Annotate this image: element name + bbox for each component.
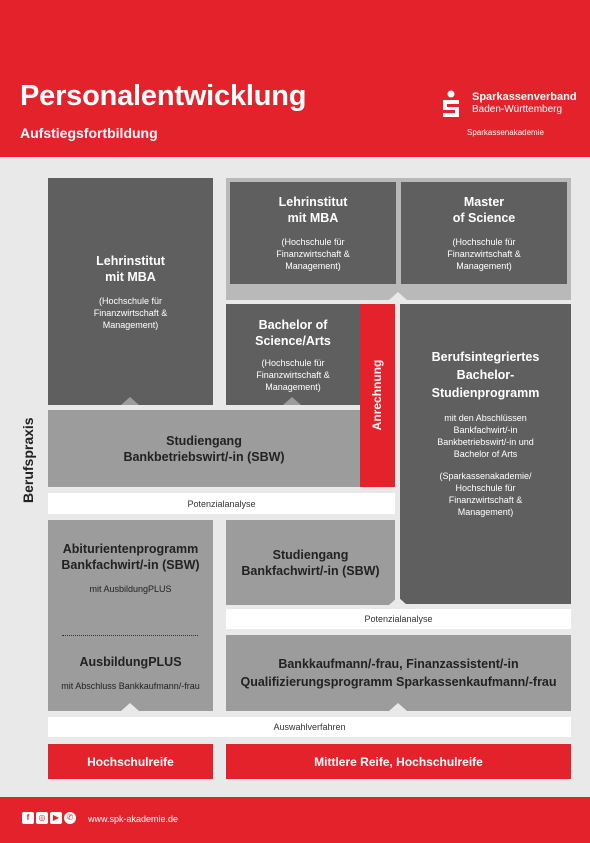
box-title: Lehrinstitut mit MBA — [278, 195, 348, 225]
box-berufsintegriertes-bachelor — [400, 304, 571, 604]
whatsapp-icon[interactable]: ✆ — [64, 812, 76, 824]
box-master-of-science — [401, 182, 567, 284]
arrow-up-marker — [389, 703, 407, 711]
youtube-icon[interactable]: ▶ — [50, 812, 62, 824]
arrow-up-marker — [389, 292, 407, 300]
anrechnung-label: Anrechnung — [370, 359, 384, 431]
box-note: (Sparkassenakademie/ Hochschule für Finanzwirtschaft & Management) — [439, 471, 532, 517]
box-title: AusbildungPLUS — [79, 654, 182, 669]
bar-auswahlverfahren: Auswahlverfahren — [48, 717, 571, 737]
box-title: Studiengang Bankbetriebswirt/-in (SBW) — [123, 433, 285, 464]
instagram-icon[interactable]: ◎ — [36, 812, 48, 824]
bar-hochschulreife: Hochschulreife — [48, 744, 213, 779]
footer — [0, 797, 590, 843]
box-subtitle: (Hochschule für Finanzwirtschaft & Management) — [276, 237, 350, 271]
side-label-berufspraxis: Berufspraxis — [20, 417, 36, 503]
box-subtitle: (Hochschule für Finanzwirtschaft & Management) — [93, 295, 168, 330]
box-title: Bachelor of Science/Arts — [255, 317, 331, 348]
box-subtitle: mit Abschluss Bankkaufmann/-frau — [61, 680, 200, 691]
logo-org-line3: Sparkassenakademie — [467, 128, 544, 137]
box-lehrinstitut-left — [48, 178, 213, 405]
box-bachelor-science-arts — [226, 304, 360, 405]
box-subtitle: mit den Abschlüssen Bankfachwirt/-in Bankbetriebswirt/-in und Bachelor of Arts — [437, 413, 534, 459]
box-subtitle: (Hochschule für Finanzwirtschaft & Management) — [447, 237, 521, 271]
bar-potenzialanalyse-2: Potenzialanalyse — [226, 609, 571, 629]
bar-mittlere-reife: Mittlere Reife, Hochschulreife — [226, 744, 571, 779]
header — [0, 0, 590, 157]
arrow-up-marker — [121, 397, 139, 405]
sparkasse-logo — [440, 90, 585, 140]
dotted-divider — [62, 635, 198, 636]
box-bankkaufmann — [226, 635, 571, 711]
bar-potenzialanalyse-1: Potenzialanalyse — [48, 493, 395, 514]
box-studiengang-bankbetriebswirt — [48, 410, 360, 487]
box-subtitle: (Hochschule für Finanzwirtschaft & Management) — [256, 357, 330, 392]
box-title: Lehrinstitut mit MBA — [96, 253, 165, 284]
box-title: Bankkaufmann/-frau, Finanzassistent/-in Qualifizierungsprogramm Sparkassenkaufmann/-frau — [240, 657, 557, 689]
sparkasse-s-icon — [440, 90, 462, 120]
arrow-up-marker — [389, 597, 407, 605]
box-title: Berufsintegriertes Bachelor- Studienprogramm — [431, 350, 540, 400]
box-subtitle: mit AusbildungPLUS — [89, 584, 172, 594]
footer-website-link[interactable]: www.spk-akademie.de — [88, 814, 179, 824]
arrow-up-marker — [121, 703, 139, 711]
box-ausbildungplus — [48, 645, 213, 700]
box-lehrinstitut-top — [230, 182, 396, 284]
facebook-icon[interactable]: f — [22, 812, 34, 824]
logo-org-line2: Baden-Württemberg — [472, 104, 563, 115]
box-title: Master of Science — [452, 195, 516, 225]
box-abiturientenprogramm — [48, 528, 213, 608]
arrow-up-marker — [283, 397, 301, 405]
logo-org-line1: Sparkassenverband — [472, 91, 577, 103]
box-title: Abiturientenprogramm Bankfachwirt/-in (SBW) — [61, 542, 200, 572]
box-studiengang-bankfachwirt — [226, 520, 395, 605]
page-subtitle: Aufstiegsfortbildung — [20, 125, 158, 141]
box-title: Studiengang Bankfachwirt/-in (SBW) — [241, 547, 380, 578]
page-title: Personalentwicklung — [20, 80, 307, 112]
